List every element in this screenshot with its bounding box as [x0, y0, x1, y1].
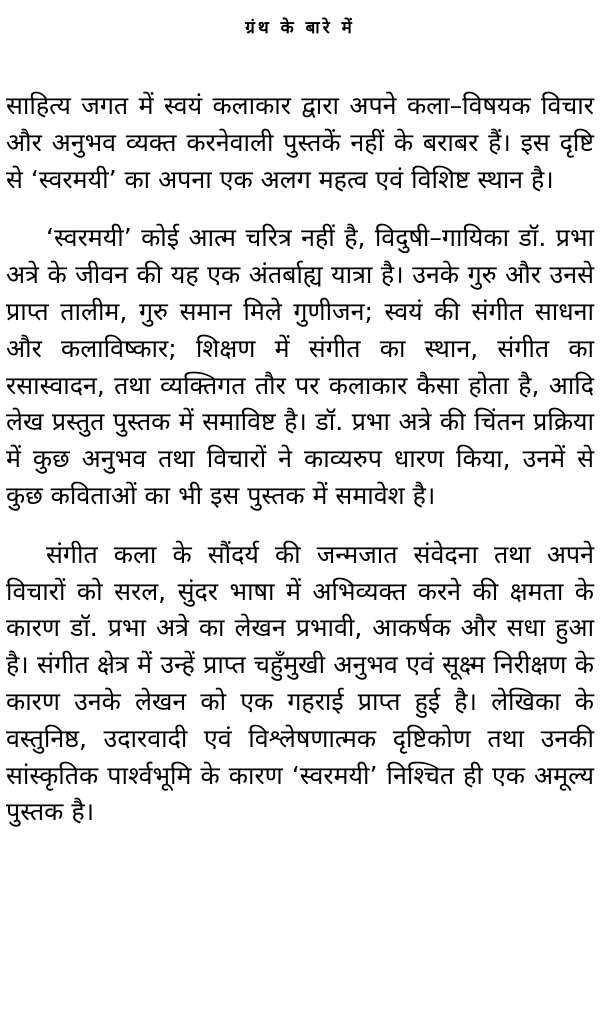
- paragraph-1: साहित्य जगत में स्वयं कलाकार द्वारा अपने कला–विषयक विचार और अनुभव व्यक्त करनेवाली पुस्तकें नहीं के बराबर हैं। इस दृष्टि से ‘स्वरमयी’ का अपना एक अलग महत्व एवं विशिष्ट स्थान है।: [6, 91, 594, 194]
- paragraph-2: ‘स्वरमयी’ कोई आत्म चरित्र नहीं है, विदुषी–गायिका डॉ. प्रभा अत्रे के जीवन की यह एक अंतर्बाह्य यात्रा है। उनके गुरु और उनसे प्राप्त तालीम, गुरु समान मिले गुणीजन; स्वयं की संगीत साधना और कलाविष्कार; शिक्षण में संगीत का स्थान, संगीत का रसास्वादन, तथा व्यक्तिगत तौर पर कलाकार कैसा होता है, आदि लेख प्रस्तुत पुस्तक में समाविष्ट है। डॉ. प्रभा अत्रे की चिंतन प्रक्रिया में कुछ अनुभव तथा विचारों ने काव्यरुप धारण किया, उनमें से कुछ कविताओं का भी इस पुस्तक में समावेश है।: [6, 223, 594, 510]
- page-title: ग्रंथ के बारे में: [245, 18, 355, 38]
- body-text: [6, 88, 594, 831]
- paragraph-3: संगीत कला के सौंदर्य की जन्मजात संवेदना तथा अपने विचारों को सरल, सुंदर भाषा में अभिव्यक्त करने की क्षमता के कारण डॉ. प्रभा अत्रे का लेखन प्रभावी, आकर्षक और सधा हुआ है। संगीत क्षेत्र में उन्हें प्राप्त चहुँमुखी अनुभव एवं सूक्ष्म निरीक्षण के कारण उनके लेखन को एक गहराई प्राप्त हुई है। लेखिका के वस्तुनिष्ठ, उदारवादी एवं विश्लेषणात्मक दृष्टिकोण तथा उनकी सांस्कृतिक पार्श्वभूमि के कारण ‘स्वरमयी’ निश्चित ही एक अमूल्य पुस्तक है।: [6, 539, 594, 827]
